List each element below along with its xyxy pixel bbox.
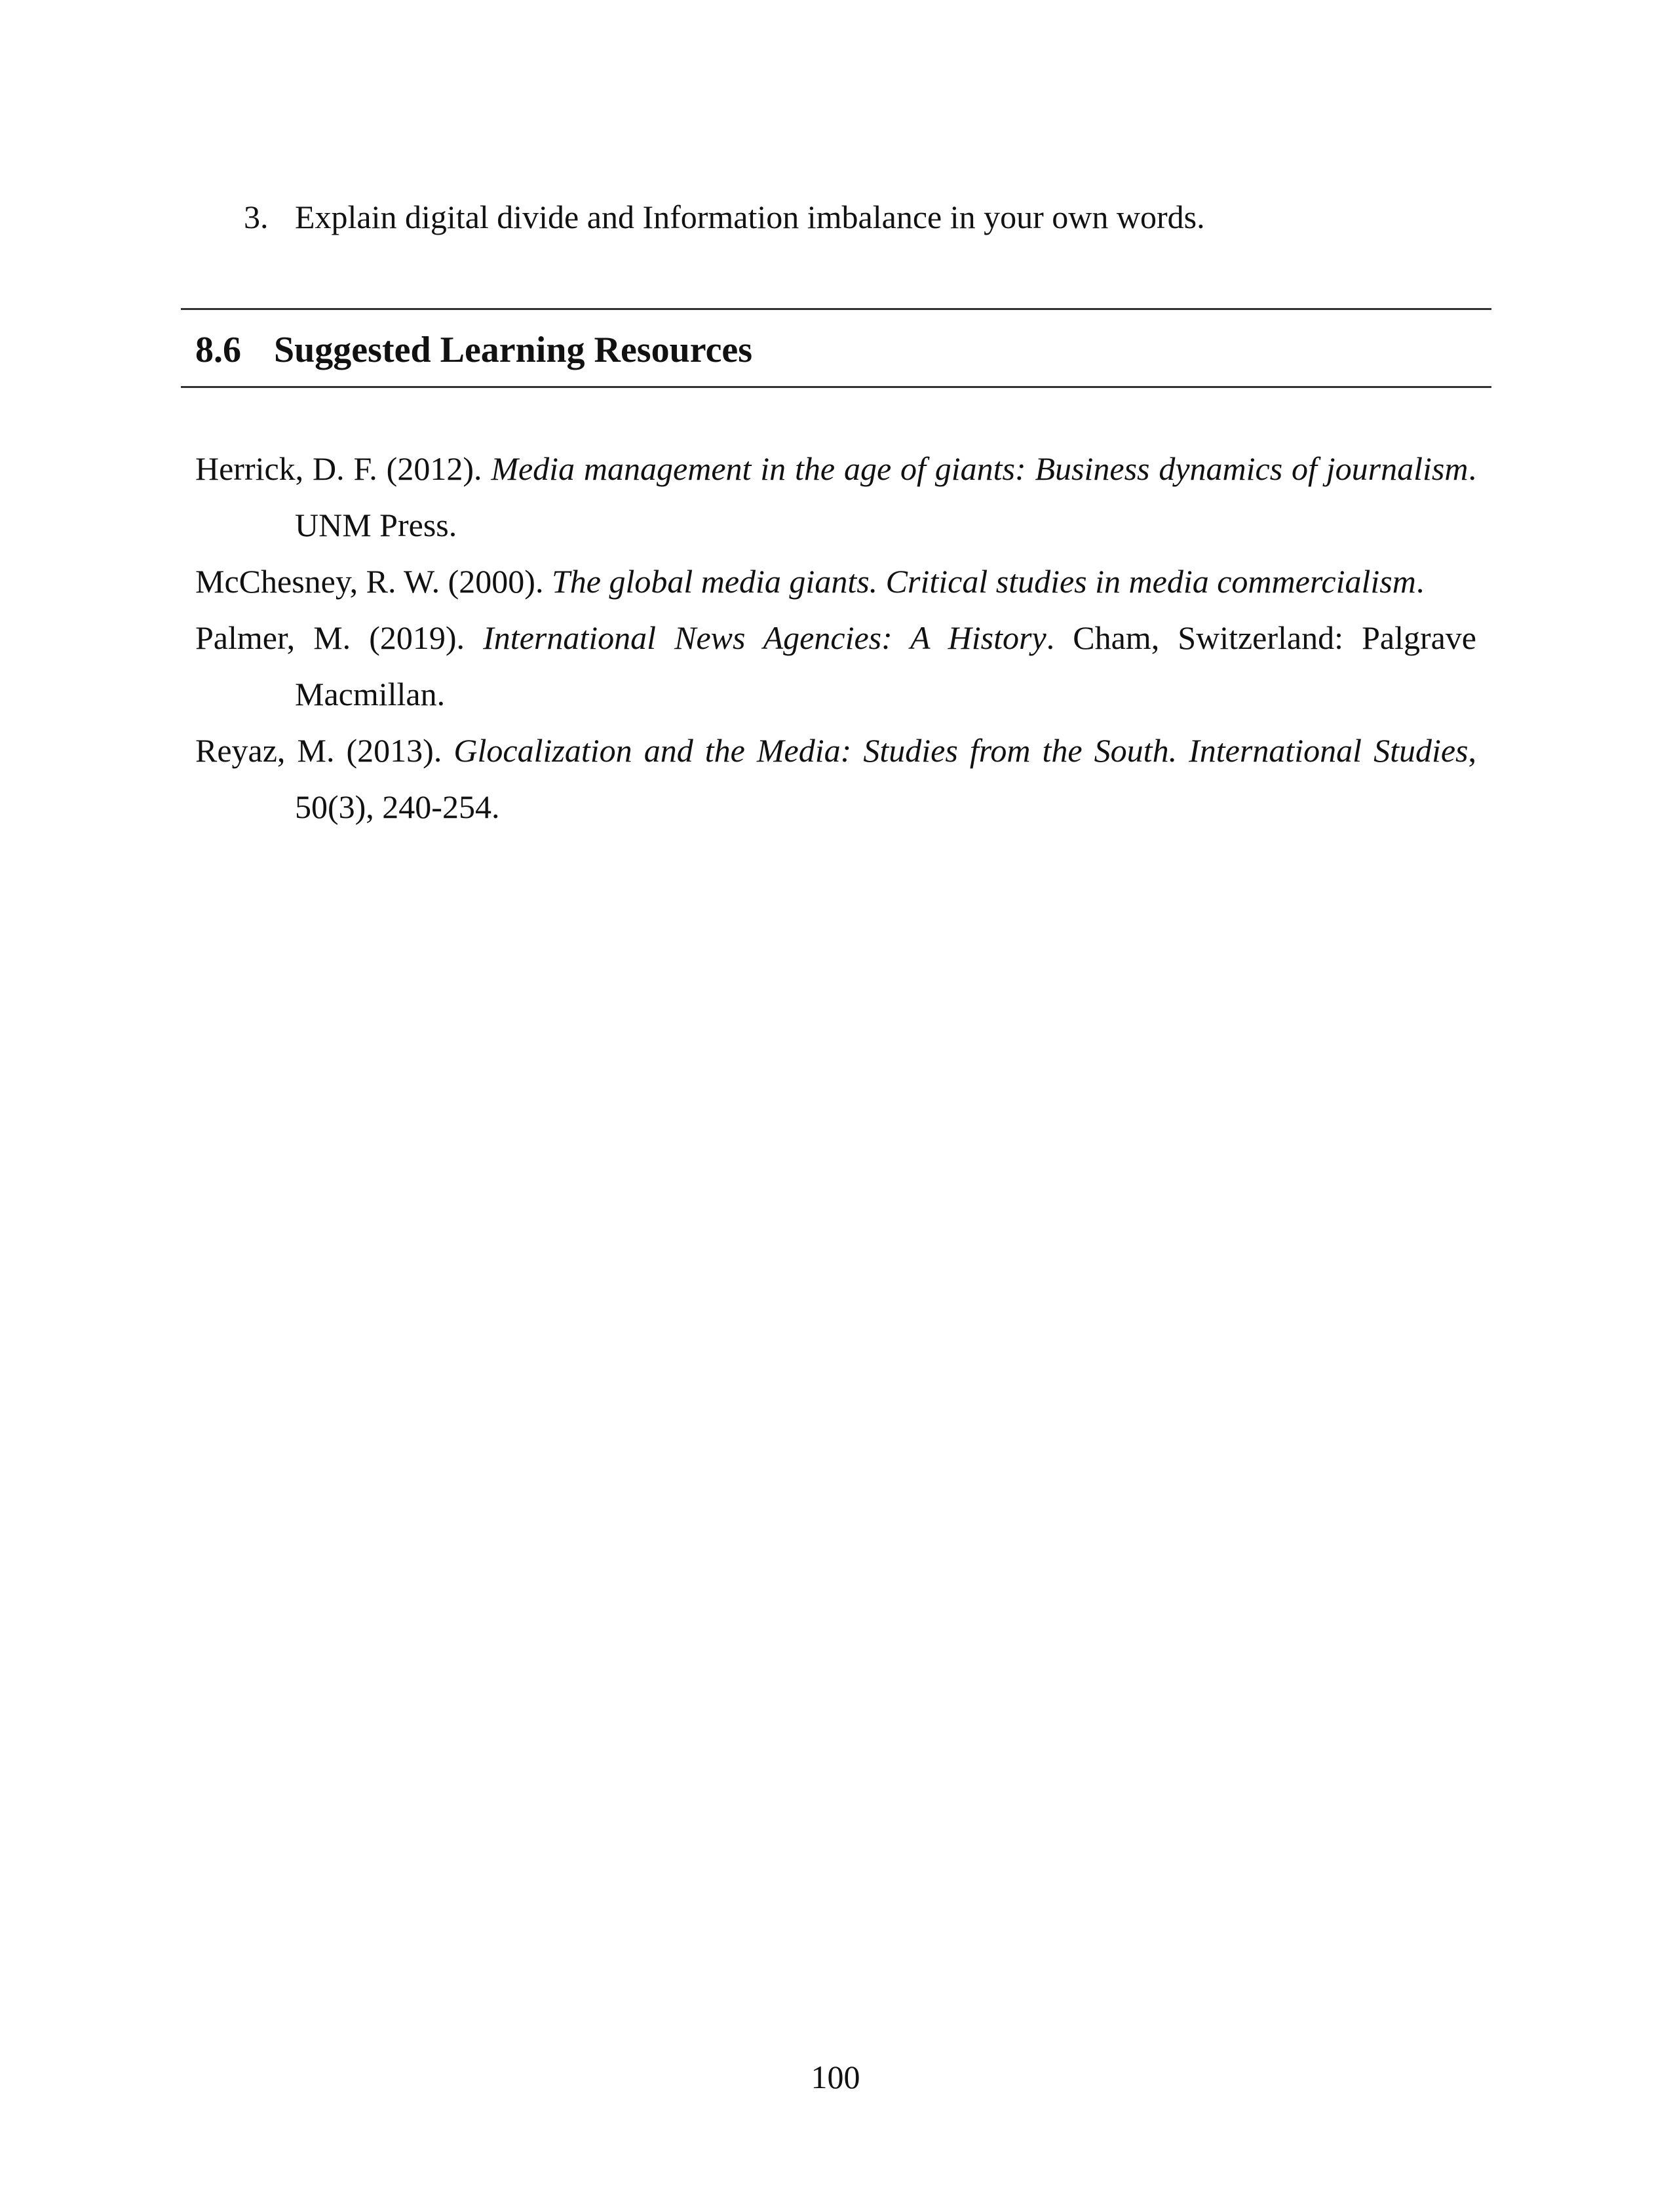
question-number: 3. xyxy=(244,199,269,235)
reference-publisher: . UNM Press. xyxy=(295,450,1476,543)
reference-authors: McChesney, R. W. (2000). xyxy=(195,563,544,600)
reference-item xyxy=(195,722,1476,835)
reference-publisher: . xyxy=(1415,563,1425,600)
heading-rule-top xyxy=(181,308,1491,310)
question-text: Explain digital divide and Information imbalance in your own words. xyxy=(295,199,1205,235)
section-title: Suggested Learning Resources xyxy=(274,330,753,370)
review-question xyxy=(244,194,1205,240)
reference-publisher: . Cham, Switzerland: Palgrave Macmillan. xyxy=(295,619,1476,712)
reference-title: Glocalization and the Media: Studies from the South. International Studies xyxy=(453,732,1469,769)
reference-item xyxy=(195,553,1476,610)
page-number: 100 xyxy=(811,2059,860,2095)
heading-rule-bottom xyxy=(181,386,1491,388)
reference-authors: Herrick, D. F. (2012). xyxy=(195,450,482,487)
reference-title: The global media giants. Critical studies in media commercialism xyxy=(551,563,1416,600)
reference-item xyxy=(195,440,1476,553)
reference-publisher: , 50(3), 240-254. xyxy=(295,732,1477,825)
reference-item xyxy=(195,610,1476,722)
reference-authors: Reyaz, M. (2013). xyxy=(195,732,442,769)
section-number: 8.6 xyxy=(195,330,241,370)
reference-list xyxy=(195,440,1476,835)
reference-title: International News Agencies: A History xyxy=(483,619,1047,656)
reference-authors: Palmer, M. (2019). xyxy=(195,619,465,656)
reference-title: Media management in the age of giants: Business dynamics of journalism xyxy=(491,450,1469,487)
section-heading xyxy=(195,324,752,376)
